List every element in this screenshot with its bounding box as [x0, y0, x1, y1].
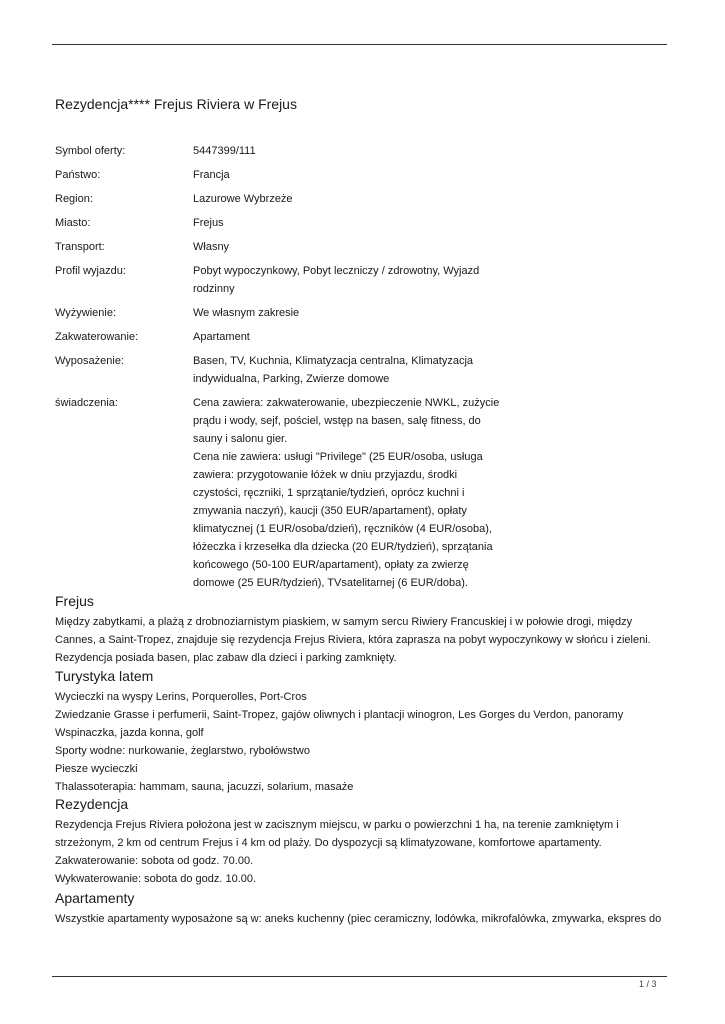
- spec-value: [193, 394, 503, 592]
- spec-label: Wyposażenie:: [55, 355, 124, 367]
- section-heading: Frejus: [55, 593, 94, 609]
- spec-label: Państwo:: [55, 169, 101, 181]
- spec-label: Region:: [55, 193, 93, 205]
- price-excludes-text: Cena nie zawiera: usługi "Privilege" (25 EUR/osoba, usługa zawiera: przygotowanie łóżek w dniu przyjazdu, środki czystości, ręczniki, 1 sprzątanie/tydzień, oprócz kuchni i zmywania naczyń), kaucji (350 EUR/apartament), opłaty klimatycznej (1 EUR/osoba/dzień), ręczników (4 EUR/osoba), łóżeczka i krzesełka dla dziecka (20 EUR/tydzień), sprzątania końcowego (50-100 EUR/apartament), opłaty za zwierzę domowe (25 EUR/tydzień), TVsatelitarnej (6 EUR/doba).: [193, 451, 493, 589]
- spec-row-country: [55, 166, 515, 184]
- offer-title: Rezydencja**** Frejus Riviera w Frejus: [55, 96, 297, 112]
- spec-label: Transport:: [55, 241, 105, 253]
- spec-value: Pobyt wypoczynkowy, Pobyt leczniczy / zdrowotny, Wyjazd rodzinny: [193, 265, 480, 295]
- spec-label: świadczenia:: [55, 397, 118, 409]
- spec-value: Własny: [193, 241, 230, 253]
- spec-row-services: [55, 394, 515, 592]
- spec-label: Wyżywienie:: [55, 307, 117, 319]
- section-line: Wykwaterowanie: sobota do godz. 10.00.: [55, 873, 257, 885]
- section-summer-tourism: [55, 668, 665, 796]
- offer-specs-table: [55, 142, 515, 598]
- section-apartments: [55, 890, 665, 928]
- price-includes-text: Cena zawiera: zakwaterowanie, ubezpieczenie NWKL, zużycie prądu i wody, sejf, pościel, wstęp na basen, salę fitness, do sauny i salonu gier.: [193, 397, 500, 445]
- spec-value: Lazurowe Wybrzeże: [193, 193, 293, 205]
- section-heading: Apartamenty: [55, 890, 135, 906]
- spec-label: Symbol oferty:: [55, 145, 126, 157]
- header-rule: [52, 44, 667, 45]
- section-line: Thalassoterapia: hammam, sauna, jacuzzi, solarium, masaże: [55, 781, 354, 793]
- section-heading: Turystyka latem: [55, 668, 154, 684]
- section-residence: [55, 796, 665, 888]
- spec-label: Zakwaterowanie:: [55, 331, 139, 343]
- section-line: Zwiedzanie Grasse i perfumerii, Saint-Tropez, gajów oliwnych i plantacji winogron, Les Gorges du Verdon, panoramy: [55, 709, 624, 721]
- spec-value: Basen, TV, Kuchnia, Klimatyzacja centralna, Klimatyzacja indywidualna, Parking, Zwierze domowe: [193, 355, 474, 385]
- spec-row-accommodation: [55, 328, 515, 346]
- section-line: Zakwaterowanie: sobota od godz. 70.00.: [55, 855, 254, 867]
- section-paragraph: Rezydencja Frejus Riviera położona jest w zacisznym miejscu, w parku o powierzchni 1 ha, na terenie zamkniętym i strzeżonym, 2 km od centrum Frejus i 4 km od plaży. Do dyspozycji są klimatyzowane, komfortowe apartamenty.: [55, 819, 619, 849]
- section-paragraph: Między zabytkami, a plażą z drobnoziarnistym piaskiem, w samym sercu Riwiery Francuskiej i w połowie drogi, między Cannes, a Saint-Tropez, znajduje się rezydencja Frejus Riviera, która zaprasza na pobyt wypoczynkowy w słońcu i zieleni. Rezydencja posiada basen, plac zabaw dla dzieci i parking zamknięty.: [55, 616, 651, 664]
- section-frejus: [55, 593, 665, 667]
- footer-rule: [52, 976, 667, 977]
- spec-row-region: [55, 190, 515, 208]
- section-heading: Rezydencja: [55, 796, 129, 812]
- spec-label: Profil wyjazdu:: [55, 265, 126, 277]
- spec-value: Frejus: [193, 217, 224, 229]
- spec-row-trip-profile: [55, 262, 515, 298]
- section-line: Wycieczki na wyspy Lerins, Porquerolles, Port-Cros: [55, 691, 307, 703]
- section-line: Wspinaczka, jazda konna, golf: [55, 727, 204, 739]
- spec-value: Apartament: [193, 331, 250, 343]
- spec-row-board: [55, 304, 515, 322]
- spec-row-city: [55, 214, 515, 232]
- section-line: Piesze wycieczki: [55, 763, 138, 775]
- spec-value: Francja: [193, 169, 230, 181]
- section-paragraph: Wszystkie apartamenty wyposażone są w: aneks kuchenny (piec ceramiczny, lodówka, mikrofalówka, zmywarka, ekspres do: [55, 913, 662, 925]
- spec-value: We własnym zakresie: [193, 307, 300, 319]
- spec-label: Miasto:: [55, 217, 91, 229]
- spec-row-amenities: [55, 352, 515, 388]
- spec-row-symbol: [55, 142, 515, 160]
- spec-row-transport: [55, 238, 515, 256]
- section-line: Sporty wodne: nurkowanie, żeglarstwo, rybołówstwo: [55, 745, 310, 757]
- page-number: 1 / 3: [639, 979, 657, 989]
- spec-value: 5447399/111: [193, 145, 256, 157]
